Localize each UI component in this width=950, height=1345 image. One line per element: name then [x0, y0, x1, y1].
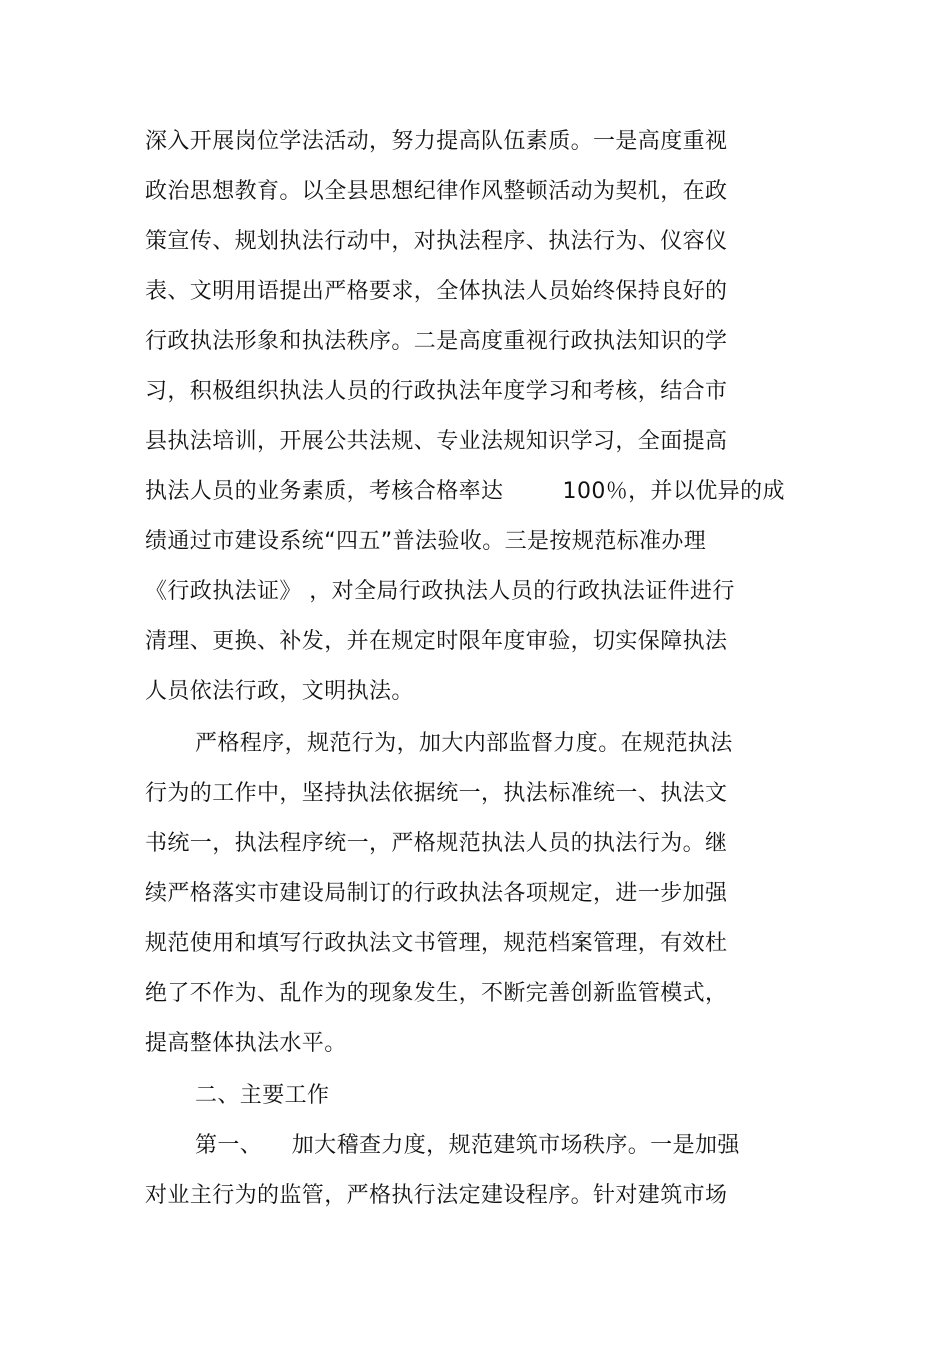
text-line: 策宣传、规划执法行动中，对执法程序、执法行为、仪容仪 [145, 229, 728, 254]
text-line: 行政执法形象和执法秩序。二是高度重视行政执法知识的学 [145, 329, 728, 354]
text-line: 表、文明用语提出严格要求，全体执法人员始终保持良好的 [145, 279, 728, 304]
paragraph-first-line: 第一、 加大稽查力度，规范建筑市场秩序。一是加强 [195, 1133, 740, 1158]
text-line: 书统一，执法程序统一，严格规范执法人员的执法行为。继 [145, 831, 728, 856]
paragraph-first-line: 严格程序，规范行为，加大内部监督力度。在规范执法 [195, 731, 733, 756]
text-line: 政治思想教育。以全县思想纪律作风整顿活动为契机，在政 [145, 179, 728, 204]
text-line: 绩通过市建设系统“四五”普法验收。三是按规范标准办理 [145, 529, 707, 554]
text-line: 人员依法行政，文明执法。 [145, 679, 414, 704]
text-line: 清理、更换、补发，并在规定时限年度审验，切实保障执法 [145, 629, 728, 654]
text-line: 深入开展岗位学法活动，努力提高队伍素质。一是高度重视 [145, 129, 728, 154]
text-line: 《行政执法证》 ，对全局行政执法人员的行政执法证件进行 [145, 579, 735, 604]
section-heading: 二、主要工作 [195, 1083, 330, 1108]
text-line: 绝了不作为、乱作为的现象发生，不断完善创新监管模式， [145, 981, 728, 1006]
text-line: 对业主行为的监管，严格执行法定建设程序。针对建筑市场 [145, 1183, 728, 1208]
text-line: 行为的工作中，坚持执法依据统一，执法标准统一、执法文 [145, 781, 728, 806]
text-line: 续严格落实市建设局制订的行政执法各项规定，进一步加强 [145, 881, 728, 906]
text-line: 执法人员的业务素质，考核合格率达 100％，并以优异的成 [145, 479, 785, 504]
text-line: 规范使用和填写行政执法文书管理，规范档案管理，有效杜 [145, 931, 728, 956]
text-line: 提高整体执法水平。 [145, 1031, 347, 1056]
text-line: 习，积极组织执法人员的行政执法年度学习和考核，结合市 [145, 379, 728, 404]
text-line: 县执法培训，开展公共法规、专业法规知识学习，全面提高 [145, 429, 728, 454]
